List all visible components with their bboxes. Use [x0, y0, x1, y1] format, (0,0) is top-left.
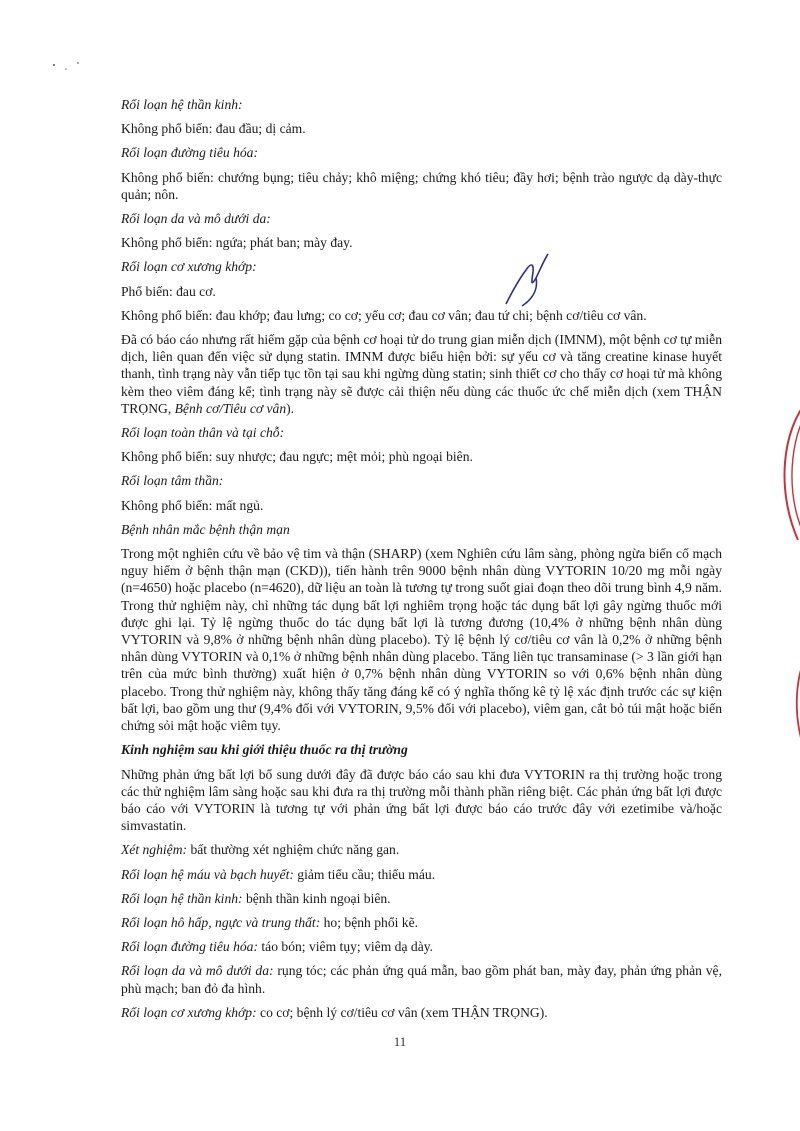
- section: [121, 96, 722, 137]
- section-heading: Rối loạn hệ thần kinh:: [121, 97, 243, 112]
- page-number: 11: [393, 1034, 407, 1049]
- scan-specks: [50, 55, 90, 75]
- ckd-paragraph: Trong một nghiên cứu về bảo vệ tim và thận (SHARP) (xem Nghiên cứu lâm sàng, phòng ngừa biến cố mạch nguy hiểm ở bệnh thận mạn (CKD)), tiến hành trên 9000 bệnh nhân dùng VYTORIN 10/20 mg mỗi ngày (n=4650) hoặc placebo (n=4620), dữ liệu an toàn là tương tự trong suốt giai đoạn theo dõi trung bình 4,9 năm. Trong thử nghiệm này, chỉ những tác dụng bất lợi nghiêm trọng hoặc tác dụng bất lợi gây ngừng thuốc mới được ghi lại. Tỷ lệ ngừng thuốc do tác dụng bất lợi là tương đương (10,4% ở những bệnh nhân dùng VYTORIN và 9,8% ở những bệnh nhân dùng placebo). Tỷ lệ bệnh lý cơ/tiêu cơ vân là 0,2% ở những bệnh nhân dùng VYTORIN và 0,1% ở những bệnh nhân dùng placebo. Tăng liên tục transaminase (> 3 lần giới hạn trên của mức bình thường) xuất hiện ở 0,7% bệnh nhân dùng VYTORIN so với 0,6% bệnh nhân dùng placebo. Trong thử nghiệm này, không thấy tăng đáng kể có ý nghĩa thống kê tỷ lệ xác định trước các sự kiện bất lợi, bao gồm ung thư (9,4% đối với VYTORIN, 9,5% đối với placebo), viêm gan, cắt bỏ túi mật hoặc biến chứng sỏi mật hoặc viêm tụy.: [121, 546, 722, 734]
- stamp-edge: [770, 390, 800, 770]
- item-text: bệnh thần kinh ngoại biên.: [242, 890, 391, 906]
- stamp-arc: [792, 410, 800, 530]
- postmarketing-heading: Kinh nghiệm sau khi giới thiệu thuốc ra thị trường: [121, 742, 408, 758]
- item-label: Xét nghiệm:: [121, 842, 188, 858]
- imnm-reference: Bệnh cơ/Tiêu cơ vân: [174, 400, 287, 416]
- item-label: Rối loạn đường tiêu hóa:: [121, 939, 258, 955]
- section-heading: Rối loạn toàn thân và tại chỗ:: [121, 425, 285, 441]
- imnm-text: Đã có báo cáo nhưng rất hiếm gặp của bệnh cơ hoại tử do trung gian miễn dịch (IMNM), một bệnh cơ tự miễn dịch, liên quan đến việc sử dụng statin. IMNM được biểu hiện bởi: sự yếu cơ và tăng creatine kinase huyết thanh, tình trạng này vẫn tiếp tục tồn tại sau khi ngừng dùng statin; sinh thiết cơ cho thấy cơ hoại tử mà không kèm theo viêm đáng kể; tình trạng này sẽ được cải thiện nếu dùng các thuốc ức chế miễn dịch (xem THẬN TRỌNG,: [121, 332, 722, 416]
- item-text: ho; bệnh phổi kẽ.: [320, 914, 419, 930]
- section-line: Không phổ biến: mất ngủ.: [121, 497, 264, 513]
- imnm-end: ).: [286, 400, 295, 416]
- postmarketing-paragraph: Những phản ứng bất lợi bổ sung dưới đây đã được báo cáo sau khi đưa VYTORIN ra thị trường hoặc trong các thử nghiệm lâm sàng hoặc sau khi đưa ra thị trường mỗi thành phần riêng biệt. Các phản ứng bất lợi được báo cáo với VYTORIN là tương tự với phản ứng bất lợi được báo cáo trước đây với ezetimibe và/hoặc simvastatin.: [121, 766, 722, 834]
- item-label: Rối loạn hô hấp, ngực và trung thất:: [121, 914, 321, 930]
- item-text: rụng tóc; các phản ứng quá mẫn, bao gồm phát ban, mày đay, phản ứng phản vệ, phù mạch; ban đỏ đa hình.: [121, 963, 722, 996]
- postmarketing-item: [121, 938, 722, 955]
- section-heading: Rối loạn cơ xương khớp:: [121, 259, 257, 275]
- item-label: Rối loạn cơ xương khớp:: [121, 1004, 257, 1020]
- section: [121, 210, 722, 251]
- postmarketing-item: [121, 914, 722, 931]
- signature-mark: [500, 248, 560, 312]
- postmarketing-item: [121, 866, 722, 883]
- section-heading: Rối loạn tâm thần:: [121, 473, 224, 489]
- section: [121, 424, 722, 465]
- signature-stroke: [506, 254, 548, 306]
- ckd-heading: Bệnh nhân mắc bệnh thận mạn: [121, 521, 290, 537]
- section-line: Phổ biến: đau cơ.: [121, 283, 216, 299]
- section-heading: Rối loạn đường tiêu hóa:: [121, 145, 258, 161]
- postmarketing-item: [121, 1004, 722, 1021]
- postmarketing-item: [121, 962, 722, 996]
- document-body: [121, 96, 722, 1028]
- item-text: táo bón; viêm tụy; viêm dạ dày.: [258, 939, 434, 955]
- section-heading: Rối loạn da và mô dưới da:: [121, 211, 271, 227]
- section: [121, 144, 722, 203]
- postmarketing-list: [121, 841, 722, 1021]
- item-text: giảm tiểu cầu; thiếu máu.: [293, 866, 436, 882]
- section-line: Không phổ biến: ngứa; phát ban; mày đay.: [121, 235, 353, 251]
- section-line: Không phổ biến: đau khớp; đau lưng; co cơ; yếu cơ; đau cơ vân; đau tứ chi; bệnh cơ/tiêu cơ vân.: [121, 307, 647, 323]
- item-text: bất thường xét nghiệm chức năng gan.: [187, 842, 400, 858]
- section-list-1: [121, 96, 722, 324]
- item-label: Rối loạn hệ máu và bạch huyết:: [121, 866, 294, 882]
- postmarketing-item: [121, 890, 722, 907]
- item-text: co cơ; bệnh lý cơ/tiêu cơ vân (xem THẬN TRỌNG).: [256, 1004, 548, 1020]
- section-line: Không phổ biến: đau đầu; dị cảm.: [121, 121, 306, 137]
- item-label: Rối loạn hệ thần kinh:: [121, 890, 243, 906]
- section: [121, 472, 722, 513]
- section: [121, 258, 722, 324]
- postmarketing-item: [121, 841, 722, 858]
- imnm-paragraph: [121, 331, 722, 417]
- section-line: Không phổ biến: suy nhược; đau ngực; mệt mỏi; phù ngoại biên.: [121, 449, 473, 465]
- section-line: Không phổ biến: chướng bụng; tiêu chảy; khô miệng; chứng khó tiêu; đầy hơi; bệnh trào ngược dạ dày-thực quản; nôn.: [121, 169, 722, 202]
- item-label: Rối loạn da và mô dưới da:: [121, 963, 274, 979]
- section-list-2: [121, 424, 722, 514]
